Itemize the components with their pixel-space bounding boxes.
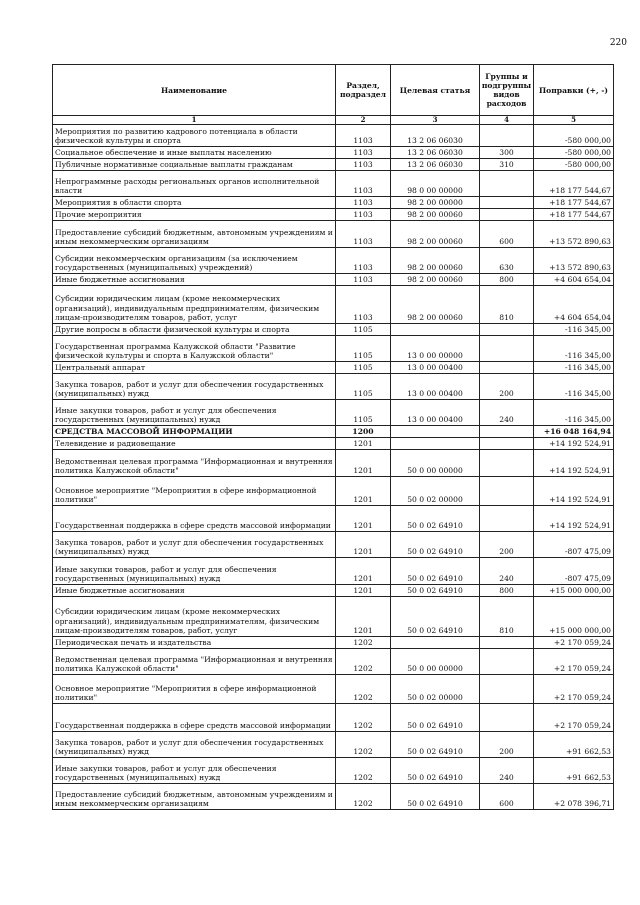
row-expense-group: 240 [480,400,534,426]
row-section: 1200 [336,426,391,438]
row-name: Публичные нормативные социальные выплаты гражданам [53,159,336,171]
row-target-article: 50 0 02 64910 [391,558,480,585]
row-amount: -580 000,00 [534,125,614,147]
table-row [53,426,614,438]
row-target-article: 13 2 06 06030 [391,147,480,159]
row-expense-group [480,324,534,336]
row-target-article: 98 2 00 00060 [391,209,480,221]
col-number-4: 4 [480,116,534,125]
row-section: 1201 [336,438,391,450]
row-name: Закупка товаров, работ и услуг для обеспечения государственных (муниципальных) нужд [53,732,336,758]
table-row [53,362,614,374]
row-target-article: 50 0 02 64910 [391,585,480,597]
table-body [53,125,614,810]
row-expense-group [480,506,534,532]
col-number-5: 5 [534,116,614,125]
row-name: Периодическая печать и издательства [53,637,336,649]
row-amount: +2 170 059,24 [534,649,614,675]
table-row [53,784,614,810]
row-expense-group: 630 [480,248,534,274]
row-target-article: 50 0 02 64910 [391,784,480,810]
row-section: 1105 [336,336,391,362]
row-amount: -807 475,09 [534,558,614,585]
table-row [53,125,614,147]
table-row [53,400,614,426]
row-target-article: 98 0 00 00000 [391,171,480,197]
row-section: 1103 [336,197,391,209]
header-target-article: Целевая статья [391,65,480,116]
table-row [53,248,614,274]
row-expense-group: 200 [480,532,534,558]
table-row [53,374,614,400]
row-expense-group: 800 [480,274,534,286]
row-amount: -580 000,00 [534,159,614,171]
row-amount: +18 177 544,67 [534,171,614,197]
row-name: Субсидии юридическим лицам (кроме некоммерческих организаций), индивидуальным предпринимателям, физическим лицам-производителям товаров, работ, услуг [53,286,336,324]
row-amount: +18 177 544,67 [534,209,614,221]
row-target-article: 13 0 00 00400 [391,400,480,426]
table-row [53,597,614,637]
header-amendments: Поправки (+, -) [534,65,614,116]
table-row [53,558,614,585]
row-name: Субсидии юридическим лицам (кроме некоммерческих организаций), индивидуальным предпринимателям, физическим лицам-производителям товаров, работ, услуг [53,597,336,637]
row-amount: +13 572 890,63 [534,248,614,274]
row-target-article: 50 0 02 64910 [391,532,480,558]
row-target-article: 98 2 00 00060 [391,274,480,286]
row-section: 1201 [336,506,391,532]
row-target-article: 98 2 00 00060 [391,286,480,324]
header-name: Наименование [53,65,336,116]
row-amount: +91 662,53 [534,732,614,758]
row-section: 1103 [336,209,391,221]
row-name: Ведомственная целевая программа "Информационная и внутренняя политика Калужской области" [53,649,336,675]
row-expense-group [480,675,534,704]
row-section: 1201 [336,450,391,477]
row-expense-group [480,477,534,506]
row-amount: +4 604 654,04 [534,274,614,286]
row-name: Государственная поддержка в сфере средств массовой информации [53,704,336,732]
row-section: 1103 [336,274,391,286]
row-expense-group: 600 [480,784,534,810]
row-amount: -116 345,00 [534,362,614,374]
row-amount: -116 345,00 [534,374,614,400]
table-row [53,675,614,704]
row-name: Государственная поддержка в сфере средств массовой информации [53,506,336,532]
row-target-article [391,637,480,649]
row-expense-group [480,209,534,221]
col-number-1: 1 [53,116,336,125]
row-section: 1103 [336,147,391,159]
row-name: Закупка товаров, работ и услуг для обеспечения государственных (муниципальных) нужд [53,374,336,400]
row-section: 1202 [336,732,391,758]
row-section: 1201 [336,558,391,585]
row-target-article: 13 0 00 00400 [391,362,480,374]
row-expense-group: 800 [480,585,534,597]
row-target-article [391,324,480,336]
row-target-article: 98 2 00 00060 [391,221,480,248]
row-target-article: 13 0 00 00000 [391,336,480,362]
row-name: Социальное обеспечение и иные выплаты населению [53,147,336,159]
row-section: 1105 [336,362,391,374]
row-amount: +14 192 524,91 [534,450,614,477]
row-amount: +91 662,53 [534,758,614,784]
row-name: Мероприятия по развитию кадрового потенциала в области физической культуры и спорта [53,125,336,147]
table-header-row [53,65,614,116]
row-amount: +2 170 059,24 [534,637,614,649]
row-target-article: 50 0 02 64910 [391,758,480,784]
row-expense-group [480,125,534,147]
row-amount: +18 177 544,67 [534,197,614,209]
budget-amendments-table [52,64,614,810]
table-row [53,758,614,784]
row-amount: +16 048 164,94 [534,426,614,438]
row-amount: -116 345,00 [534,324,614,336]
row-name: Иные закупки товаров, работ и услуг для обеспечения государственных (муниципальных) нужд [53,400,336,426]
row-section: 1202 [336,784,391,810]
row-section: 1201 [336,477,391,506]
row-target-article: 50 0 02 64910 [391,704,480,732]
row-name: Иные закупки товаров, работ и услуг для обеспечения государственных (муниципальных) нужд [53,558,336,585]
table-row [53,649,614,675]
row-target-article: 50 0 02 00000 [391,675,480,704]
row-section: 1201 [336,597,391,637]
row-section: 1103 [336,286,391,324]
table-row [53,585,614,597]
row-target-article: 98 2 00 00000 [391,197,480,209]
row-name: Субсидии некоммерческим организациям (за исключением государственных (муниципальных) учреждений) [53,248,336,274]
row-expense-group: 810 [480,597,534,637]
column-number-row [53,116,614,125]
row-amount: +2 170 059,24 [534,675,614,704]
header-section: Раздел, подраздел [336,65,391,116]
row-target-article [391,426,480,438]
row-expense-group [480,450,534,477]
table-row [53,221,614,248]
row-amount: +15 000 000,00 [534,585,614,597]
row-expense-group: 310 [480,159,534,171]
table-row [53,324,614,336]
row-name: Другие вопросы в области физической культуры и спорта [53,324,336,336]
row-amount: +15 000 000,00 [534,597,614,637]
table-row [53,197,614,209]
header-expense-group: Группы и подгруппы видов расходов [480,65,534,116]
row-section: 1202 [336,704,391,732]
table-row [53,438,614,450]
row-expense-group [480,649,534,675]
row-name: Непрограммные расходы региональных органов исполнительной власти [53,171,336,197]
row-expense-group [480,704,534,732]
row-section: 1201 [336,532,391,558]
row-target-article: 50 0 02 64910 [391,597,480,637]
row-target-article: 50 0 00 00000 [391,649,480,675]
row-amount: +14 192 524,91 [534,438,614,450]
table-row [53,637,614,649]
row-amount: -116 345,00 [534,336,614,362]
table-row [53,171,614,197]
row-amount: +13 572 890,63 [534,221,614,248]
row-target-article: 50 0 02 00000 [391,477,480,506]
col-number-3: 3 [391,116,480,125]
row-expense-group [480,362,534,374]
row-amount: -807 475,09 [534,532,614,558]
row-name: СРЕДСТВА МАССОВОЙ ИНФОРМАЦИИ [53,426,336,438]
row-name: Прочие мероприятия [53,209,336,221]
row-amount: +4 604 654,04 [534,286,614,324]
row-name: Основное мероприятие "Мероприятия в сфере информационной политики" [53,675,336,704]
row-name: Ведомственная целевая программа "Информационная и внутренняя политика Калужской области" [53,450,336,477]
row-target-article: 50 0 00 00000 [391,450,480,477]
row-name: Иные закупки товаров, работ и услуг для обеспечения государственных (муниципальных) нужд [53,758,336,784]
table-row [53,286,614,324]
table-row [53,147,614,159]
row-expense-group [480,438,534,450]
row-section: 1202 [336,637,391,649]
row-section: 1202 [336,649,391,675]
row-amount: -580 000,00 [534,147,614,159]
row-name: Основное мероприятие "Мероприятия в сфере информационной политики" [53,477,336,506]
row-target-article: 50 0 02 64910 [391,732,480,758]
row-expense-group: 810 [480,286,534,324]
row-name: Государственная программа Калужской области "Развитие физической культуры и спорта в Калужской области" [53,336,336,362]
row-section: 1103 [336,159,391,171]
row-name: Иные бюджетные ассигнования [53,274,336,286]
row-expense-group [480,171,534,197]
row-name: Центральный аппарат [53,362,336,374]
table-row [53,209,614,221]
row-expense-group: 200 [480,374,534,400]
row-name: Закупка товаров, работ и услуг для обеспечения государственных (муниципальных) нужд [53,532,336,558]
row-section: 1105 [336,400,391,426]
row-name: Телевидение и радиовещание [53,438,336,450]
row-section: 1103 [336,125,391,147]
row-target-article: 13 0 00 00400 [391,374,480,400]
row-section: 1202 [336,758,391,784]
row-expense-group: 300 [480,147,534,159]
row-amount: +14 192 524,91 [534,477,614,506]
row-section: 1103 [336,248,391,274]
row-amount: +14 192 524,91 [534,506,614,532]
row-expense-group [480,637,534,649]
table-row [53,732,614,758]
row-name: Предоставление субсидий бюджетным, автономным учреждениям и иным некоммерческим организациям [53,221,336,248]
row-expense-group: 240 [480,758,534,784]
page-number: 220 [609,38,627,48]
row-name: Предоставление субсидий бюджетным, автономным учреждениям и иным некоммерческим организациям [53,784,336,810]
row-expense-group: 240 [480,558,534,585]
table-row [53,532,614,558]
row-amount: +2 170 059,24 [534,704,614,732]
row-target-article: 13 2 06 06030 [391,159,480,171]
row-target-article: 50 0 02 64910 [391,506,480,532]
table-row [53,274,614,286]
row-name: Мероприятия в области спорта [53,197,336,209]
col-number-2: 2 [336,116,391,125]
row-section: 1105 [336,374,391,400]
table-row [53,450,614,477]
row-amount: -116 345,00 [534,400,614,426]
row-section: 1103 [336,221,391,248]
row-expense-group [480,426,534,438]
table-row [53,477,614,506]
table-row [53,159,614,171]
row-expense-group [480,336,534,362]
table-row [53,506,614,532]
row-target-article: 13 2 06 06030 [391,125,480,147]
row-section: 1105 [336,324,391,336]
table-row [53,704,614,732]
row-amount: +2 078 396,71 [534,784,614,810]
row-section: 1103 [336,171,391,197]
row-expense-group: 600 [480,221,534,248]
row-target-article [391,438,480,450]
row-expense-group [480,197,534,209]
table-row [53,336,614,362]
row-section: 1201 [336,585,391,597]
row-section: 1202 [336,675,391,704]
row-name: Иные бюджетные ассигнования [53,585,336,597]
row-target-article: 98 2 00 00060 [391,248,480,274]
row-expense-group: 200 [480,732,534,758]
